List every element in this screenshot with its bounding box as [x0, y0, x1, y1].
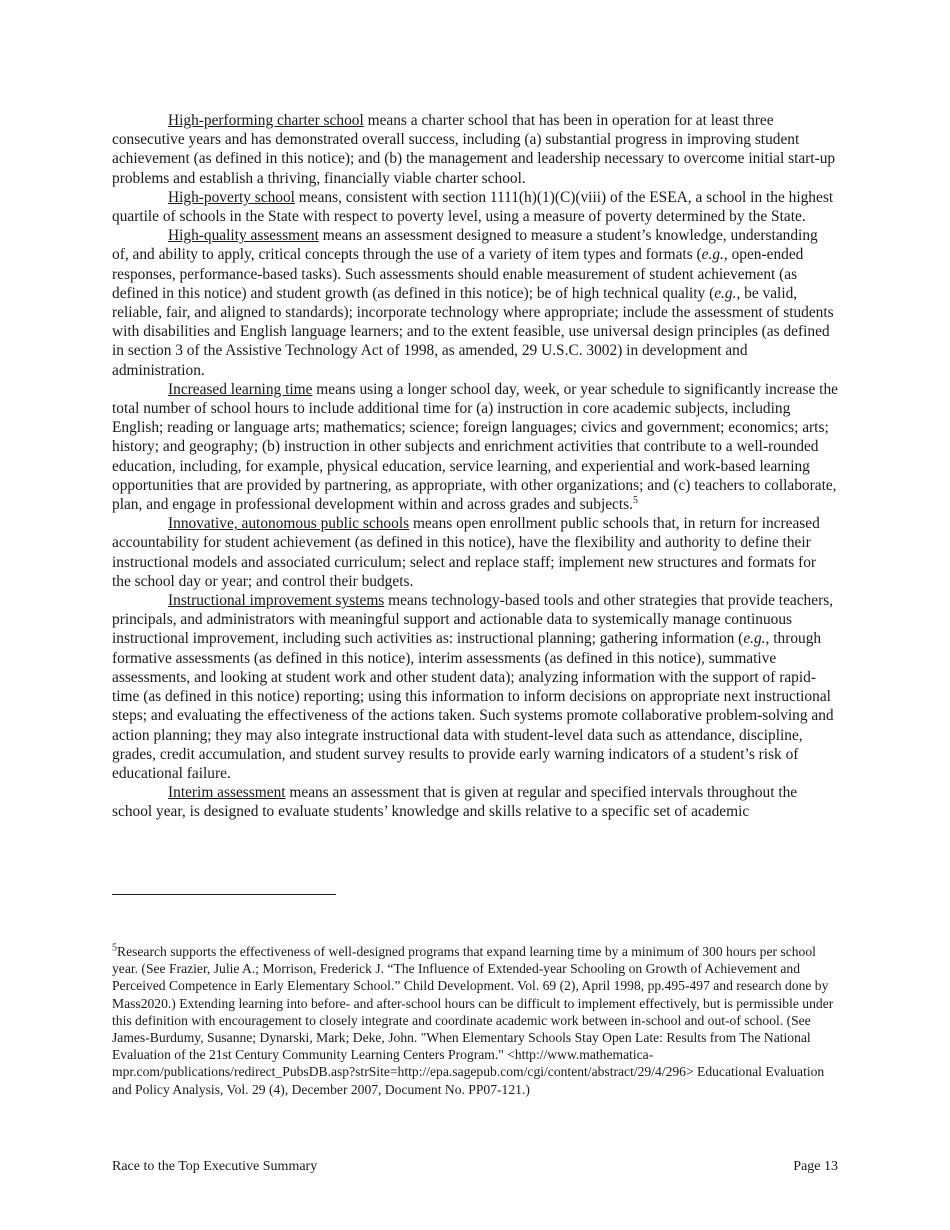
defined-term: Interim assessment	[168, 784, 286, 802]
defined-term: Innovative, autonomous public schools	[168, 515, 410, 533]
defined-term: High-quality assessment	[168, 227, 319, 245]
footnote-separator	[112, 894, 336, 895]
defined-term: High-poverty school	[168, 188, 295, 206]
definition-high-performing-charter-school: High-performing charter school means a charter school that has been in operation for at least three consecutive years and has demonstrated overall success, including (a) substantial progress in improving student achievement (as defined in this notice); and (b) the management and leadership necessary to overcome initial start-up problems and establish a thriving, financially viable charter school.	[112, 112, 836, 187]
definition-high-quality-assessment: High-quality assessment means an assessment designed to measure a student’s knowledge, understanding of, and ability to apply, critical concepts through the use of a variety of item types and formats (e.g., open-ended responses, performance-based tasks). Such assessments should enable measurement of student achievement (as defined in this notice) and student growth (as defined in this notice); be of high technical quality (e.g., be valid, reliable, fair, and aligned to standards); incorporate technology where appropriate; include the assessment of students with disabilities and English language learners; and to the extent feasible, use universal design principles (as defined in section 3 of the Assistive Technology Act of 1998, as amended, 29 U.S.C. 3002) in development and administration.	[112, 227, 834, 379]
footnote	[112, 943, 842, 1098]
definition-increased-learning-time: Increased learning time means using a longer school day, week, or year schedule to significantly increase the total number of school hours to include additional time for (a) instruction in core academic subjects, including English; reading or language arts; mathematics; science; foreign languages; civics and government; economics; arts; history; and geography; (b) instruction in other subjects and enrichment activities that contribute to a well-rounded education, including, for example, physical education, service learning, and experiential and work-based learning opportunities that are provided by partnering, as appropriate, with other organizations; and (c) teachers to collaborate, plan, and engage in professional development within and across grades and subjects.$^5$	[112, 380, 838, 514]
document-body	[112, 111, 838, 822]
footnote-reference[interactable]: 5	[633, 494, 638, 506]
definition-innovative-autonomous-public-schools: Innovative, autonomous public schools means open enrollment public schools that, in return for increased accountability for student achievement (as defined in this notice), have the flexibility and authority to define their instructional models and associated curriculum; select and replace staff; implement new structures and formats for the school day or year; and control their budgets.	[112, 515, 820, 590]
page-number: Page 13	[793, 1159, 838, 1174]
defined-term: High-performing charter school	[168, 112, 364, 129]
definition-instructional-improvement-systems: Instructional improvement systems means technology-based tools and other strategies that provide teachers, principals, and administrators with meaningful support and actionable data to systemically manage continuous instructional improvement, including such activities as: instructional planning; gathering information (e.g., through formative assessments (as defined in this notice), interim assessments (as defined in this notice), summative assessments, and looking at student work and other student data); analyzing information with the support of rapid-time (as defined in this notice) reporting; using this information to inform decisions on appropriate next instructional steps; and evaluating the effectiveness of the actions taken. Such systems promote collaborative problem-solving and action planning; they may also integrate instructional data with student-level data such as attendance, discipline, grades, credit accumulation, and student survey results to provide early warning indicators of a student’s risk of educational failure.	[112, 592, 834, 782]
page-footer	[112, 1159, 838, 1175]
definition-interim-assessment: Interim assessment means an assessment that is given at regular and specified intervals throughout the school year, is designed to evaluate students’ knowledge and skills relative to a specific set of academic	[112, 784, 798, 821]
definition-high-poverty-school: High-poverty school means, consistent with section 1111(h)(1)(C)(viii) of the ESEA, a school in the highest quartile of schools in the State with respect to poverty level, using a measure of poverty determined by the State.	[112, 188, 834, 226]
defined-term: Increased learning time	[168, 380, 313, 398]
footnote-number: 5	[112, 942, 117, 954]
footer-document-title: Race to the Top Executive Summary	[112, 1159, 318, 1174]
defined-term: Instructional improvement systems	[168, 592, 385, 610]
footnote-text: Research supports the effectiveness of well-designed programs that expand learning time by a minimum of 300 hours per school year. (See Frazier, Julie A.; Morrison, Frederick J. “The Influence of Extended-year Schooling on Growth of Achievement and Perceived Competence in Early Elementary School.” Child Development. Vol. 69 (2), April 1998, pp.495-497 and research done by Mass2020.) Extending learning into before- and after-school hours can be difficult to implement effectively, but is permissible under this definition with encouragement to closely integrate and coordinate academic work between in-school and out-of school. (See James-Burdumy, Susanne; Dynarski, Mark; Deke, John. "When Elementary Schools Stay Open Late: Results from The National Evaluation of the 21st Century Community Learning Centers Program." <http://www.mathematica-mpr.com/publications/redirect_PubsDB.asp?strSite=http://epa.sagepub.com/cgi/content/abstract/29/4/296> Educational Evaluation and Policy Analysis, Vol. 29 (4), December 2007, Document No. PP07-121.)	[112, 944, 834, 1097]
